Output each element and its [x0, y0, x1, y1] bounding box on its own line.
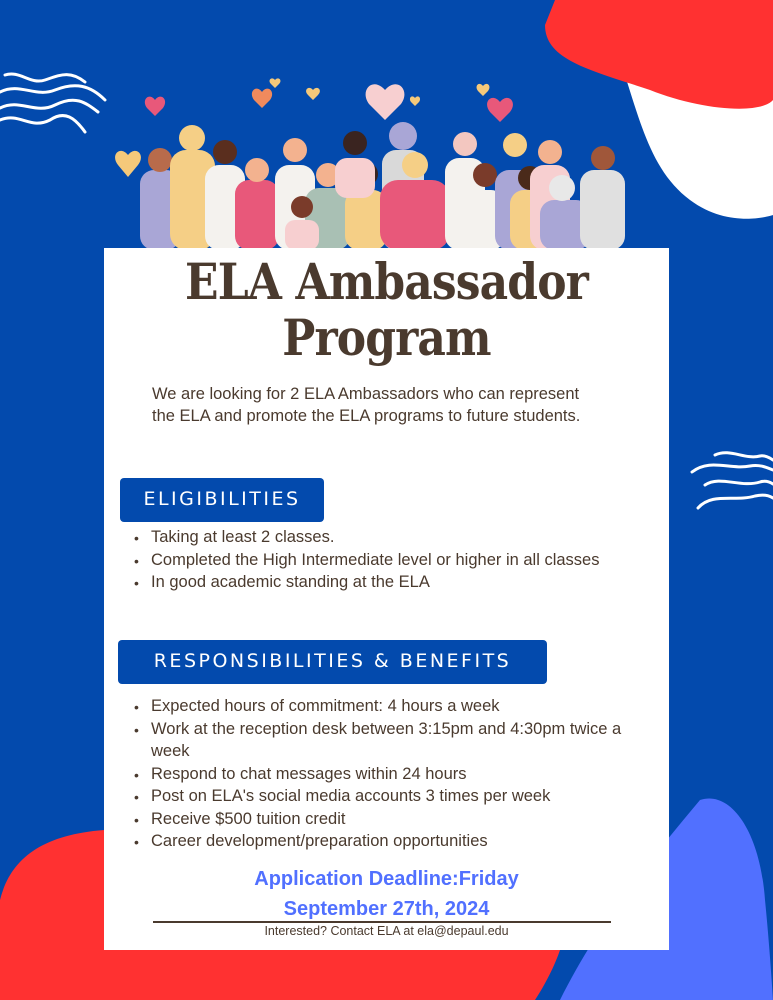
contact-text: Interested? Contact ELA at ela@depaul.edu [264, 924, 509, 938]
eligibilities-list [134, 526, 654, 594]
responsibilities-list [134, 695, 634, 853]
page-title [138, 254, 635, 366]
content-card [104, 248, 669, 950]
list-item: • Expected hours of commitment: 4 hours a week [134, 695, 634, 718]
intro-text: We are looking for 2 ELA Ambassadors who can represent the ELA and promote the ELA programs to future students. [152, 385, 581, 425]
list-item: • In good academic standing at the ELA [134, 571, 654, 594]
list-item: • Completed the High Intermediate level or higher in all classes [134, 549, 654, 572]
deadline-line-1: Application Deadline:Friday [254, 868, 519, 890]
list-item: • Taking at least 2 classes. [134, 526, 654, 549]
eligibilities-heading: ELIGIBILITIES [120, 478, 324, 522]
list-item: • Career development/preparation opportunities [134, 830, 634, 853]
list-item: • Respond to chat messages within 24 hours [134, 763, 634, 786]
list-item: • Work at the reception desk between 3:15pm and 4:30pm twice a week [134, 718, 634, 763]
title-line-1: ELA Ambassador [185, 252, 588, 311]
deadline-line-2: September 27th, 2024 [283, 898, 490, 920]
wave-lines-right-icon [692, 453, 773, 508]
people-group [140, 122, 625, 250]
responsibilities-heading: RESPONSIBILITIES & BENEFITS [118, 640, 547, 684]
title-line-2: Program [282, 308, 491, 367]
crowd-illustration [110, 70, 670, 250]
list-item: • Post on ELA's social media accounts 3 times per week [134, 785, 634, 808]
list-item: • Receive $500 tuition credit [134, 808, 634, 831]
wave-lines-left-icon [0, 74, 105, 132]
